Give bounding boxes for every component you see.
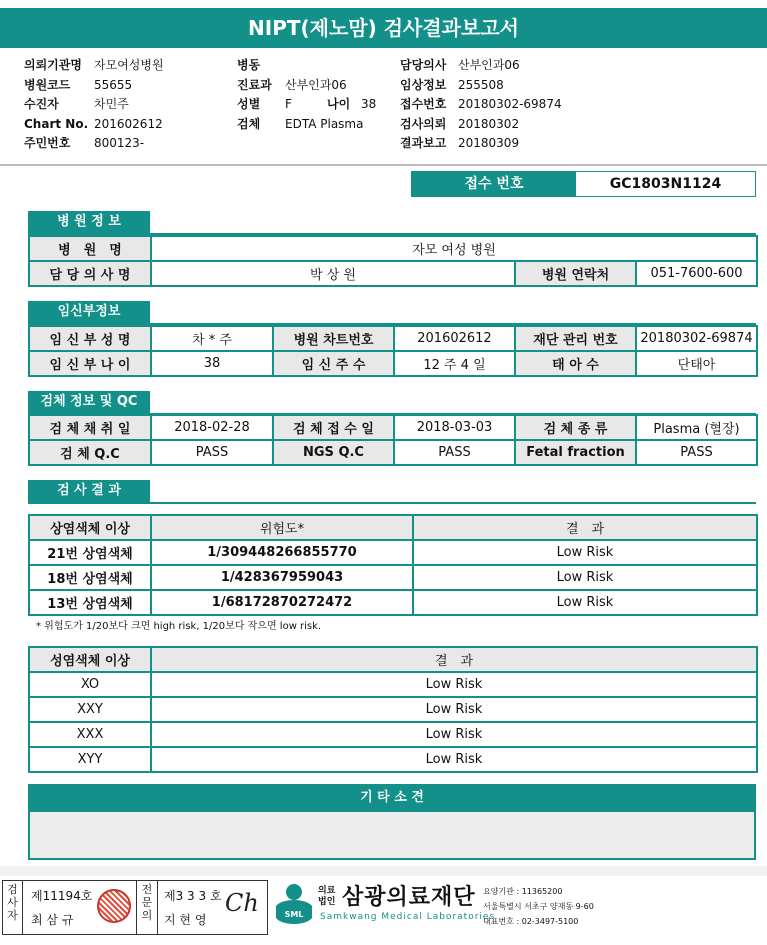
specimen-table — [28, 414, 758, 466]
risk-header: 위험도* — [151, 515, 413, 540]
org-name: 삼광의료재단 — [342, 885, 476, 910]
pregnant-name-value: 차 * 주 — [151, 326, 273, 351]
pregnant-age-value: 38 — [151, 351, 273, 376]
chromosome-name: 21번 상염색체 — [29, 540, 151, 565]
org-phone: 대표번호 : 02-3497-5100 — [483, 917, 579, 926]
hospital-section-tag: 병 원 정 보 — [28, 211, 150, 233]
header-value: 20180302-69874 — [458, 97, 562, 111]
other-remarks-body — [28, 812, 756, 860]
header-label: 검사의뢰 — [400, 116, 447, 131]
gestation-weeks-value: 12 주 4 일 — [394, 351, 515, 376]
header-label: 성별 — [237, 97, 261, 111]
header-col-3 — [400, 56, 562, 154]
collection-date-label: 검 체 채 취 일 — [29, 415, 151, 440]
header-label: 병원코드 — [24, 77, 71, 92]
fetus-count-value: 단태아 — [636, 351, 757, 376]
header-value: EDTA Plasma — [285, 116, 364, 131]
result-header: 결 과 — [413, 515, 757, 540]
footer-divider — [0, 866, 767, 876]
header-value: F — [285, 97, 292, 111]
header-label: 의뢰기관명 — [24, 58, 82, 72]
header-value: 산부인과06 — [285, 77, 347, 92]
risk-footnote: * 위험도가 1/20보다 크면 high risk, 1/20보다 작으면 low risk. — [36, 621, 322, 632]
risk-value: 1/68172870272472 — [151, 590, 413, 615]
sex-result-value: Low Risk — [151, 672, 757, 697]
table-row — [29, 565, 757, 590]
org-info — [483, 884, 594, 929]
org-code: 요양기관 : 11365200 — [483, 887, 563, 896]
header-label: 임상정보 — [400, 77, 447, 92]
risk-value: 1/309448266855770 — [151, 540, 413, 565]
header-label: 결과보고 — [400, 136, 447, 150]
header-value: 20180309 — [458, 136, 520, 150]
autosome-results-table — [28, 514, 758, 616]
sex-chromosome-table — [28, 646, 758, 773]
sex-result-value: Low Risk — [151, 722, 757, 747]
pregnant-section-tag: 임신부정보 — [28, 301, 150, 323]
sex-chromosome-name: XXX — [29, 722, 151, 747]
header-label: 수진자 — [24, 97, 59, 111]
section-rule — [28, 502, 756, 504]
hospital-table — [28, 235, 758, 287]
foundation-number-label: 재단 관리 번호 — [515, 326, 636, 351]
header-value: 자모여성병원 — [94, 58, 164, 72]
other-remarks-header: 기 타 소 견 — [28, 784, 756, 812]
receipt-date-label: 검 체 접 수 일 — [273, 415, 394, 440]
doctor-name: 지 현 영 — [164, 913, 207, 927]
specimen-qc-label: 검 체 Q.C — [29, 440, 151, 465]
examiner-label: 검사자 — [7, 883, 18, 922]
specimen-section-tag: 검체 정보 및 QC — [28, 391, 150, 413]
header-value: 55655 — [94, 77, 133, 92]
foundation-number-value: 20180302-69874 — [636, 326, 757, 351]
sex-chromosome-name: XXY — [29, 697, 151, 722]
table-row — [29, 722, 757, 747]
sex-chromosome-name: XYY — [29, 747, 151, 772]
hospital-contact-value: 051-7600-600 — [636, 261, 757, 286]
result-value: Low Risk — [413, 565, 757, 590]
examiner-license: 제11194호 — [31, 889, 93, 903]
hospital-name-value: 자모 여성 병원 — [151, 236, 757, 261]
doctor-license: 제3 3 3 호 — [164, 889, 222, 903]
header-label: 검체 — [237, 116, 261, 131]
hospital-name-label: 병 원 명 — [29, 236, 151, 261]
header-value: 255508 — [458, 77, 504, 92]
header-label: Chart No. — [24, 116, 89, 131]
pregnant-age-label: 임 신 부 나 이 — [29, 351, 151, 376]
header-value: 20180302 — [458, 116, 520, 131]
age-value: 38 — [361, 97, 377, 111]
header-label: 담당의사 — [400, 58, 447, 72]
doctor-vertical-label — [136, 881, 158, 934]
header-value: 800123- — [94, 136, 145, 150]
header-value: 201602612 — [94, 116, 163, 131]
ngs-qc-label: NGS Q.C — [273, 440, 394, 465]
header-value: 차민주 — [94, 97, 129, 111]
chart-number-value: 201602612 — [394, 326, 515, 351]
sex-chromosome-name: XO — [29, 672, 151, 697]
specimen-type-label: 검 체 종 류 — [515, 415, 636, 440]
fetus-count-label: 태 아 수 — [515, 351, 636, 376]
sex-result-value: Low Risk — [151, 697, 757, 722]
header-label: 주민번호 — [24, 136, 71, 150]
specimen-qc-value: PASS — [151, 440, 273, 465]
receipt-date-value: 2018-03-03 — [394, 415, 515, 440]
header-label: 접수번호 — [400, 97, 447, 111]
signature-box — [2, 880, 268, 935]
org-english-name: Samkwang Medical Laboratories — [320, 912, 496, 922]
receipt-label: 접수 번호 — [412, 172, 576, 196]
table-row — [29, 747, 757, 772]
result-value: Low Risk — [413, 540, 757, 565]
chromosome-name: 18번 상염색체 — [29, 565, 151, 590]
pregnant-name-label: 임 신 부 성 명 — [29, 326, 151, 351]
header-col-2 — [237, 56, 376, 134]
org-type: 의료 법인 — [318, 886, 336, 907]
ngs-qc-value: PASS — [394, 440, 515, 465]
examiner-name: 최 삼 규 — [31, 913, 74, 927]
table-row — [29, 697, 757, 722]
sex-chromosome-header: 성염색체 이상 — [29, 647, 151, 672]
doctor-signature: Ch — [225, 889, 259, 917]
sex-result-header: 결 과 — [151, 647, 757, 672]
result-value: Low Risk — [413, 590, 757, 615]
table-row — [29, 590, 757, 615]
doctor-name-label: 담 당 의 사 명 — [29, 261, 151, 286]
table-row — [29, 672, 757, 697]
sex-result-value: Low Risk — [151, 747, 757, 772]
table-row — [29, 540, 757, 565]
header-col-1 — [24, 56, 164, 154]
doctor-label: 전문의 — [141, 883, 153, 922]
org-address: 서울특별시 서초구 양재동 9-60 — [483, 902, 594, 911]
header-label: 병동 — [237, 58, 261, 72]
receipt-number-box — [411, 171, 756, 197]
header-label: 진료과 — [237, 77, 272, 92]
header-divider — [0, 164, 767, 166]
pregnant-table — [28, 325, 758, 377]
sml-logo-icon — [272, 882, 316, 930]
hospital-contact-label: 병원 연락처 — [515, 261, 636, 286]
specimen-type-value: Plasma (혈장) — [636, 415, 757, 440]
results-section-tag: 검 사 결 과 — [28, 480, 150, 502]
examiner-vertical-label — [3, 881, 23, 934]
logo-text: SML — [284, 910, 304, 919]
receipt-value: GC1803N1124 — [609, 176, 722, 192]
autosome-header: 상염색체 이상 — [29, 515, 151, 540]
collection-date-value: 2018-02-28 — [151, 415, 273, 440]
doctor-name-value: 박 상 원 — [151, 261, 515, 286]
chart-number-label: 병원 차트번호 — [273, 326, 394, 351]
age-label: 나이 — [327, 97, 351, 111]
examiner-seal — [97, 889, 131, 923]
report-title: NIPT(제노맘) 검사결과보고서 — [0, 8, 767, 48]
patient-header — [0, 52, 767, 164]
fetal-fraction-value: PASS — [636, 440, 757, 465]
chromosome-name: 13번 상염색체 — [29, 590, 151, 615]
header-value: 산부인과06 — [458, 58, 520, 72]
fetal-fraction-label: Fetal fraction — [515, 440, 636, 465]
risk-value: 1/428367959043 — [151, 565, 413, 590]
gestation-weeks-label: 임 신 주 수 — [273, 351, 394, 376]
